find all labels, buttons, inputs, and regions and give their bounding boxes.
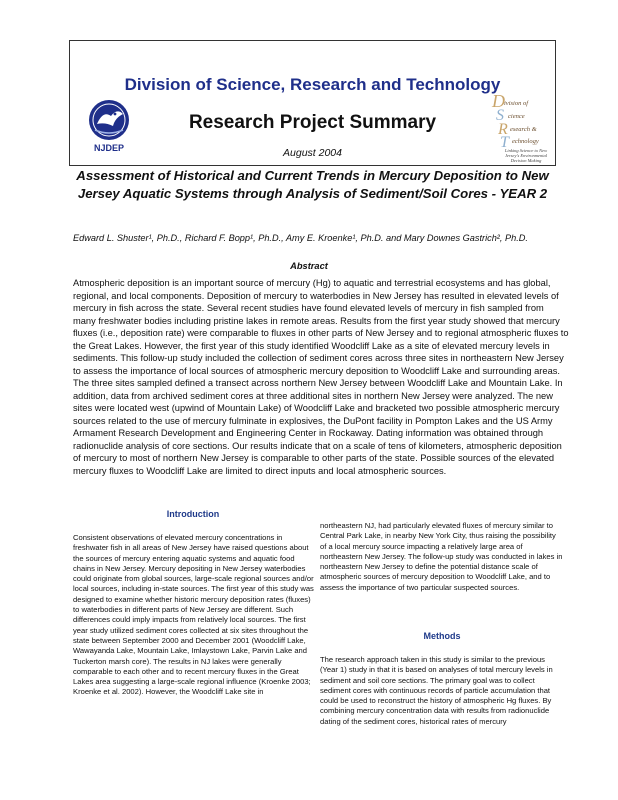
introduction-column-1: Consistent observations of elevated mercury concentrations in freshwater fish in all areas of New Jersey have raised questions about the sources of mercury entering aquatic systems and aquatic food chains in New Jersey. Mercury depositing in New Jersey waterbodies could originate from global sources, large-scale regional sources and/or local sources, including in-state sources. The first year of this study was designed to examine whether historic mercury deposition rates (fluxes) to waterbodies in different parts of New Jersey are different. Such differences could imply impacts from relatively local sources. The first year study utilized sediment cores collected at six sites throughout the state between September 2000 and December 2001 (Woodcliff Lake, Wawayanda Lake, Mountain Lake, Imlaystown Lake, Parvin Lake and Tuckerton marsh core). The results in NJ lakes were generally comparable to each other and to recent mercury fluxes in the Great Lakes area suggesting a large-scale regional influence (Kroenke 2003; Kroenke et al. 2002). However, the Woodcliff Lake site in [73,533,314,697]
svg-text:T: T [500,134,509,149]
svg-text:D: D [492,91,505,111]
summary-title: Research Project Summary [188,112,437,133]
introduction-column-2: northeastern NJ, had particularly elevated fluxes of mercury similar to Central Park Lake, in nearby New York City, thus raising the possibility of a local mercury source impacting a relatively large area of northeastern New Jersey. The follow-up study was conducted in lakes in northeastern New Jersey to define the potential distance scale of atmospheric sources of mercury deposition to Woodcliff Lake, and to assess the importance of two particular suspected sources. [320,521,563,592]
authors: Edward L. Shuster¹, Ph.D., Richard F. Bopp¹, Ph.D., Amy E. Kroenke¹, Ph.D. and Mary Downes Gastrich², Ph.D. [73,233,528,243]
svg-text:S: S [496,107,504,124]
header-box [69,40,556,166]
svg-text:R: R [498,121,508,138]
logo-tagline: Linking Science to New Jersey's Environmental Decision Making [504,148,548,163]
introduction-heading: Introduction [166,509,220,519]
division-title: Division of Science, Research and Technology [124,75,501,94]
dsrt-logo [490,91,554,165]
logo-left-label: NJDEP [93,143,124,153]
abstract-text: Atmospheric deposition is an important source of mercury (Hg) to aquatic and terrestrial ecosystems and has global, regional, and local components. Deposition of mercury to waterbodies in New Jersey has resulted in elevated levels of mercury in fish across the state. Several recent studies have found elevated levels of mercury in fish sampled from many freshwater bodies including pristine lakes in remote areas. Results from the first year study showed that mercury fluxes (i.e., deposition rate) were comparable to fluxes in other parts of New Jersey and to regional atmospheric fluxes to the Great Lakes. However, the first year of this study identified Woodcliff Lake as a site of elevated mercury levels in sediments. This follow-up study included the collection of sediment cores across three sites in northeastern New Jersey to assess the importance of local sources of atmospheric mercury deposition to Woodcliff Lake and surrounding areas. The three sites sampled defined a transect across northern New Jersey between Woodcliff Lake and Mountain Lake. In addition, data from archived sediment cores at three additional sites in northern New Jersey were analyzed. The new sites were located west (upwind of Mountain Lake) of Woodcliff Lake and bracketed two possible atmospheric mercury sources related to the use of mercury fulminate in explosives, the DuPont facility in Pompton Lakes and the US Army Armament Research Development and Engineering Center in Rockaway. Dating information was obtained through radionuclide analysis of core sections. Our results indicate that on a scale of tens of kilometers, atmospheric deposition of mercury to most of northern New Jersey is comparable to other parts of the state. Possible sources of the elevated mercury fluxes to Woodcliff Lake are limited to direct inputs and local atmospheric sources. [73,278,569,476]
logo-line-1: ivision of [504,100,529,107]
publication-date: August 2004 [283,147,342,159]
logo-line-3: esearch & [510,126,537,133]
abstract-heading: Abstract [290,261,328,271]
methods-text: The research approach taken in this study is similar to the previous (Year 1) study in that it is based on analyses of total mercury levels in sediment and soil core sections. The primary goal was to collect sediment cores with continuous records of particle accumulation that could be used to reconstruct the history of atmospheric Hg fluxes. By combining mercury concentration data with results from radionuclide dating of the sediment cores, historical rates of mercury [320,655,553,726]
logo-line-4: echnology [512,138,539,145]
logo-line-2: cience [508,113,525,120]
document-title: Assessment of Historical and Current Trends in Mercury Deposition to New Jersey Aquatic Systems through Analysis of Sediment/Soil Cores - YEAR 2 [76,168,549,201]
methods-heading: Methods [423,631,461,641]
